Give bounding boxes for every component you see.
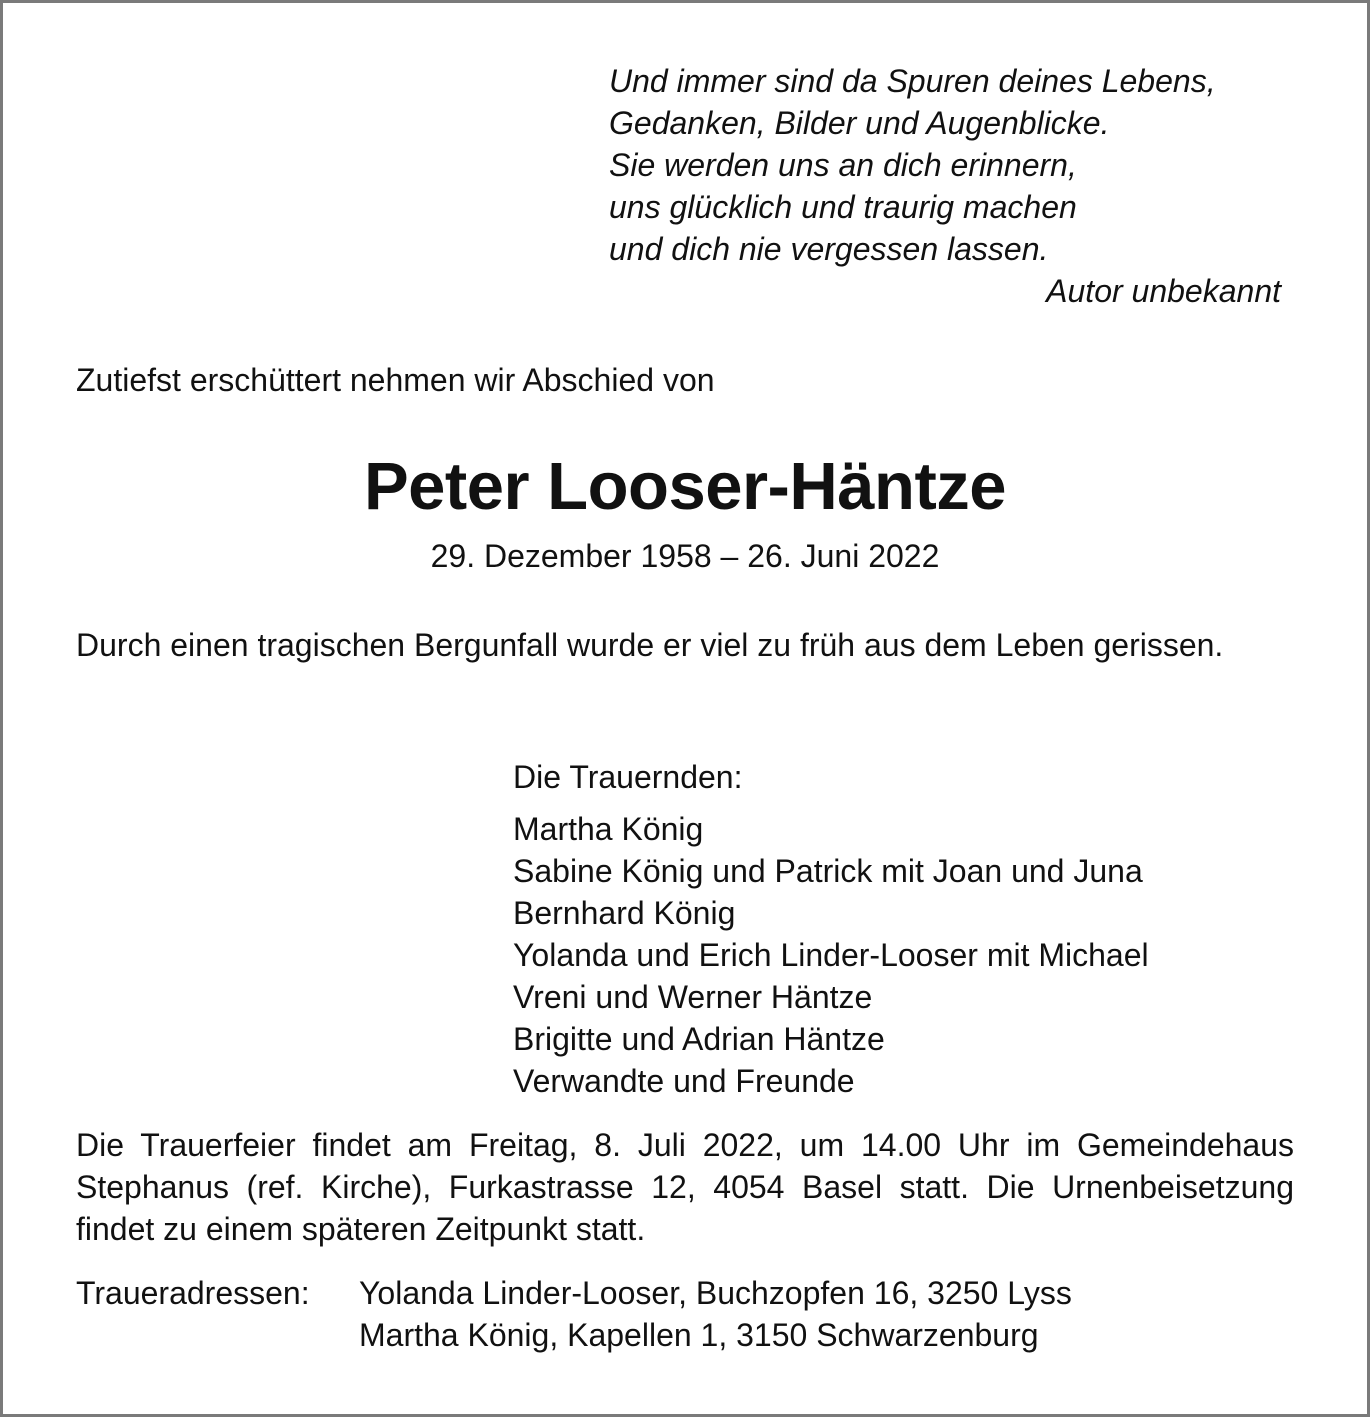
mourner-name: Sabine König und Patrick mit Joan und Juna	[513, 853, 1143, 889]
service-paragraph: Die Trauerfeier findet am Freitag, 8. Juli 2022, um 14.00 Uhr im Gemeindehaus Stephanus (ref. Kirche), Furkastrasse 12, 4054 Basel statt. Die Urnenbeisetzung findet zu einem späteren Zeitpunkt statt.	[76, 1127, 1294, 1247]
poem-author: Autor unbekannt	[1046, 273, 1281, 309]
poem-line: Gedanken, Bilder und Augenblicke.	[609, 105, 1110, 141]
poem-line: und dich nie vergessen lassen.	[609, 231, 1049, 267]
mourners-list	[513, 756, 1313, 1102]
poem	[609, 60, 1285, 312]
mourners-heading: Die Trauernden:	[513, 759, 743, 795]
announcement-paragraph: Durch einen tragischen Bergunfall wurde er viel zu früh aus dem Leben gerissen.	[76, 627, 1224, 663]
mourner-name: Yolanda und Erich Linder-Looser mit Michael	[513, 937, 1149, 973]
addresses-label: Traueradressen:	[76, 1275, 310, 1311]
poem-line: uns glücklich und traurig machen	[609, 189, 1077, 225]
poem-line: Und immer sind da Spuren deines Lebens,	[609, 63, 1216, 99]
poem-line: Sie werden uns an dich erinnern,	[609, 147, 1077, 183]
address-entry: Martha König, Kapellen 1, 3150 Schwarzenburg	[359, 1317, 1039, 1353]
intro-text: Zutiefst erschüttert nehmen wir Abschied von	[76, 362, 715, 398]
address-entry: Yolanda Linder-Looser, Buchzopfen 16, 3250 Lyss	[359, 1275, 1072, 1311]
mourner-name: Martha König	[513, 811, 704, 847]
mourner-name: Brigitte und Adrian Häntze	[513, 1021, 885, 1057]
deceased-name: Peter Looser-Häntze	[363, 449, 1007, 524]
mourner-name: Vreni und Werner Häntze	[513, 979, 873, 1015]
life-dates: 29. Dezember 1958 – 26. Juni 2022	[430, 538, 940, 574]
mourner-name: Verwandte und Freunde	[513, 1063, 855, 1099]
addresses-list	[359, 1272, 1072, 1356]
mourner-name: Bernhard König	[513, 895, 736, 931]
